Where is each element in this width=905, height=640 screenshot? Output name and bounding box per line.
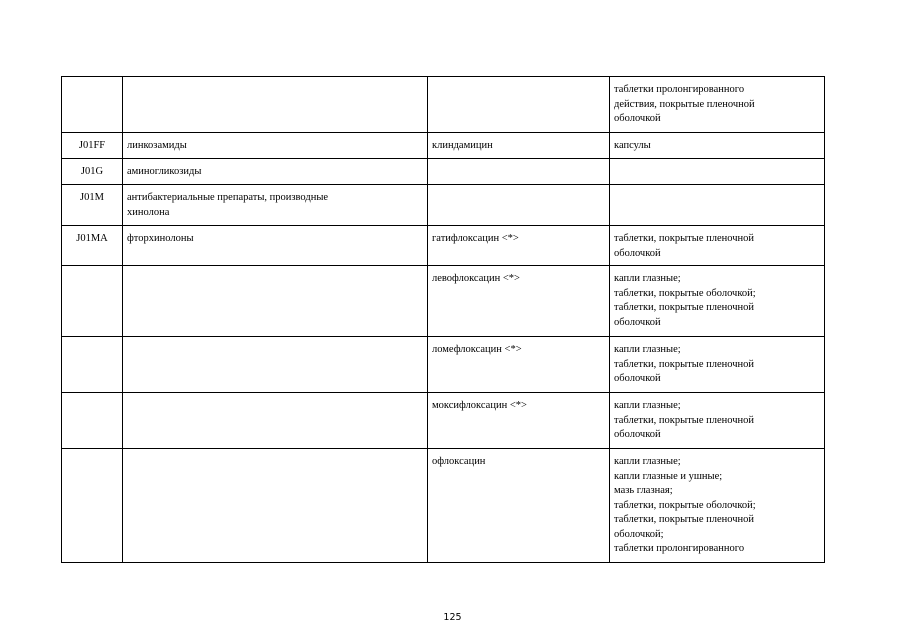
dosage-form-cell: капли глазные; таблетки, покрытые оболочкой; таблетки, покрытые пленочной оболочкой [610, 266, 825, 337]
drug-name-cell [428, 185, 610, 226]
atc-code-cell: J01FF [62, 133, 123, 159]
dosage-form-cell [610, 159, 825, 185]
group-name-cell [123, 337, 428, 393]
drug-name-cell: офлоксацин [428, 449, 610, 563]
drug-table [61, 76, 825, 563]
drug-name-cell: левофлоксацин <*> [428, 266, 610, 337]
group-name-cell [123, 266, 428, 337]
dosage-form-cell: капсулы [610, 133, 825, 159]
table-row [62, 393, 825, 449]
table-row [62, 226, 825, 266]
dosage-form-cell: таблетки пролонгированного действия, покрытые пленочной оболочкой [610, 77, 825, 133]
group-name-cell [123, 449, 428, 563]
table-row [62, 337, 825, 393]
drug-name-cell [428, 159, 610, 185]
dosage-form-cell: таблетки, покрытые пленочной оболочкой [610, 226, 825, 266]
atc-code-cell: J01G [62, 159, 123, 185]
group-name-cell: линкозамиды [123, 133, 428, 159]
atc-code-cell [62, 337, 123, 393]
table-row [62, 77, 825, 133]
atc-code-cell [62, 393, 123, 449]
drug-name-cell: клиндамицин [428, 133, 610, 159]
dosage-form-cell: капли глазные; таблетки, покрытые пленочной оболочкой [610, 393, 825, 449]
table-row [62, 449, 825, 563]
dosage-form-cell: капли глазные; таблетки, покрытые пленочной оболочкой [610, 337, 825, 393]
drug-name-cell [428, 77, 610, 133]
drug-name-cell: гатифлоксацин <*> [428, 226, 610, 266]
group-name-cell: антибактериальные препараты, производные хинолона [123, 185, 428, 226]
table-row [62, 133, 825, 159]
atc-code-cell: J01MA [62, 226, 123, 266]
atc-code-cell [62, 266, 123, 337]
table-row [62, 266, 825, 337]
page-number: 125 [443, 612, 462, 623]
atc-code-cell [62, 449, 123, 563]
group-name-cell [123, 77, 428, 133]
atc-code-cell [62, 77, 123, 133]
group-name-cell: фторхинолоны [123, 226, 428, 266]
table-row [62, 185, 825, 226]
drug-name-cell: ломефлоксацин <*> [428, 337, 610, 393]
dosage-form-cell [610, 185, 825, 226]
dosage-form-cell: капли глазные; капли глазные и ушные; мазь глазная; таблетки, покрытые оболочкой; таблетки, покрытые пленочной оболочкой; таблетки пролонгированного [610, 449, 825, 563]
table-row [62, 159, 825, 185]
atc-code-cell: J01M [62, 185, 123, 226]
group-name-cell [123, 393, 428, 449]
drug-name-cell: моксифлоксацин <*> [428, 393, 610, 449]
group-name-cell: аминогликозиды [123, 159, 428, 185]
